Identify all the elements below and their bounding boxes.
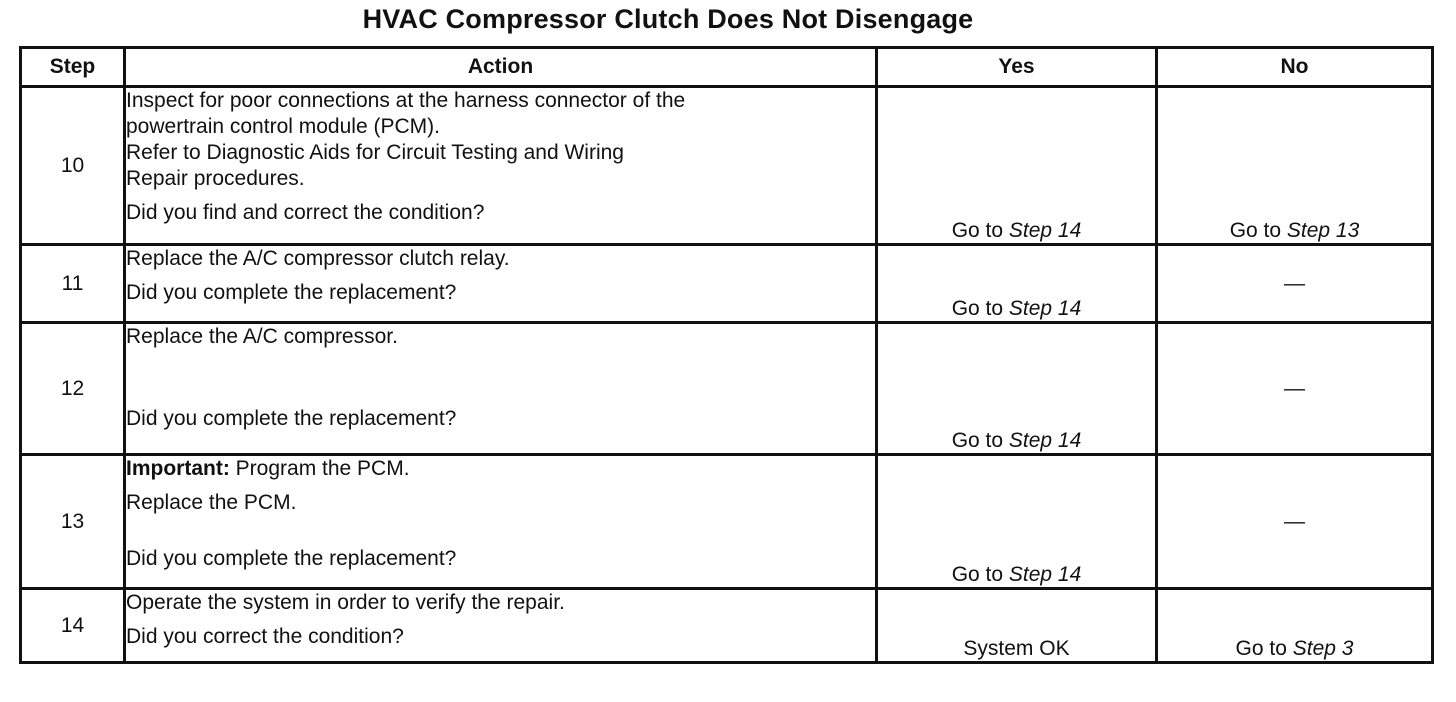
yes-cell (877, 245, 1157, 323)
page-title: HVAC Compressor Clutch Does Not Disengage (362, 4, 974, 34)
no-cell (1157, 87, 1433, 245)
no-cell: — (1157, 323, 1433, 455)
yes-text: Go to (951, 563, 1009, 586)
action-question: Did you find and correct the condition? (126, 201, 485, 224)
column-header-step: Step (21, 48, 125, 87)
action-line: Replace the PCM. (126, 491, 297, 514)
table-row (21, 589, 1433, 663)
no-text: Go to (1229, 219, 1287, 242)
yes-cell (877, 455, 1157, 589)
action-line: Refer to Diagnostic Aids for Circuit Testing and Wiring (126, 141, 624, 164)
action-question: Did you complete the replacement? (126, 547, 457, 570)
table-row (21, 323, 1433, 455)
yes-cell (877, 323, 1157, 455)
yes-step-ref: Step 14 (1008, 429, 1082, 452)
action-question: Did you complete the replacement? (126, 407, 457, 430)
no-text: Go to (1235, 637, 1293, 660)
action-cell (125, 323, 877, 455)
action-important-line (126, 456, 875, 482)
column-header-no: No (1157, 48, 1433, 87)
diagnostic-table (19, 46, 1434, 664)
column-header-yes: Yes (877, 48, 1157, 87)
action-question: Did you correct the condition? (126, 625, 404, 648)
action-line: Inspect for poor connections at the harness connector of the (126, 89, 686, 112)
table-row (21, 455, 1433, 589)
action-question: Did you complete the replacement? (126, 281, 457, 304)
step-number: 10 (21, 87, 125, 245)
no-cell: — (1157, 245, 1433, 323)
action-line: Operate the system in order to verify the repair. (126, 591, 565, 614)
no-step-ref: Step 3 (1292, 637, 1354, 660)
no-cell (1157, 589, 1433, 663)
table-row (21, 87, 1433, 245)
step-number: 13 (21, 455, 125, 589)
action-line: Replace the A/C compressor clutch relay. (126, 247, 510, 270)
action-cell (125, 87, 877, 245)
yes-step-ref: Step 14 (1008, 297, 1082, 320)
step-number: 11 (21, 245, 125, 323)
yes-text: Go to (951, 297, 1009, 320)
step-number: 14 (21, 589, 125, 663)
yes-step-ref: Step 14 (1008, 219, 1082, 242)
no-step-ref: Step 13 (1286, 219, 1360, 242)
yes-text: Go to (951, 219, 1009, 242)
table-header-row (21, 48, 1433, 87)
action-cell (125, 455, 877, 589)
action-cell (125, 589, 877, 663)
yes-step-ref: Step 14 (1008, 563, 1082, 586)
yes-cell (877, 87, 1157, 245)
important-text: Program the PCM. (229, 457, 410, 480)
action-line: Replace the A/C compressor. (126, 325, 398, 348)
action-line: powertrain control module (PCM). (126, 115, 440, 138)
yes-text: Go to (951, 429, 1009, 452)
yes-cell: System OK (877, 589, 1157, 663)
no-cell: — (1157, 455, 1433, 589)
important-label: Important: (126, 457, 230, 480)
table-row (21, 245, 1433, 323)
column-header-action: Action (125, 48, 877, 87)
step-number: 12 (21, 323, 125, 455)
action-cell (125, 245, 877, 323)
action-line: Repair procedures. (126, 167, 305, 190)
